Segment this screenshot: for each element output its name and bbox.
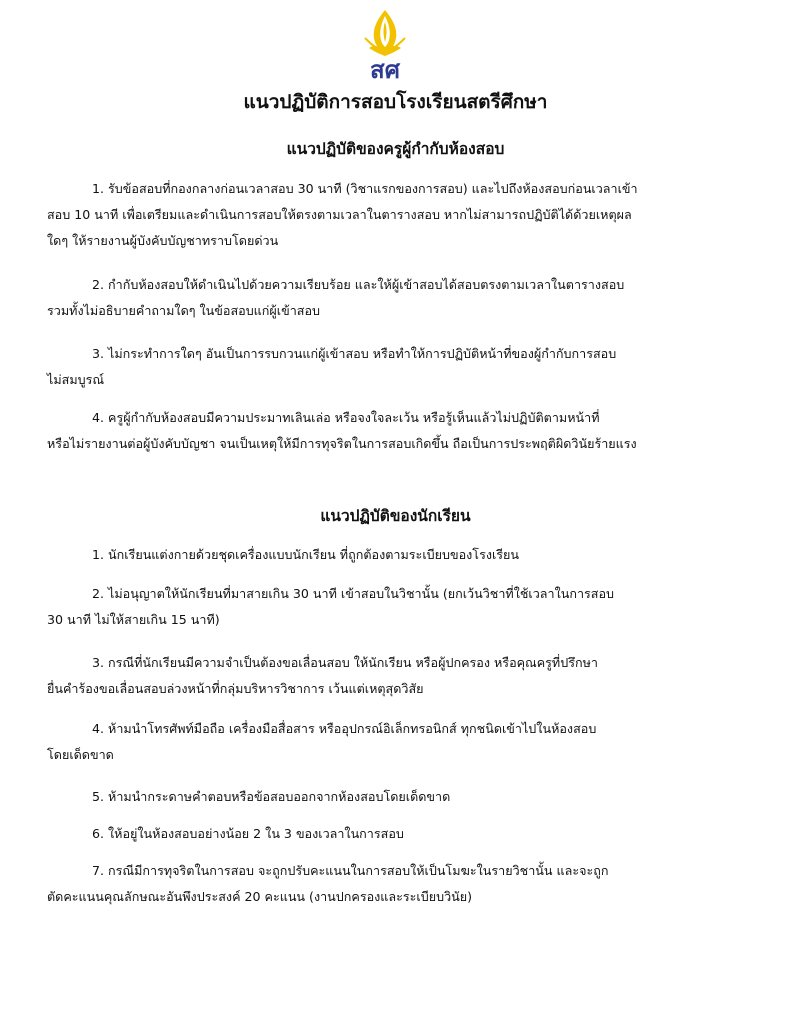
student-rule-2: 2. ไม่อนุญาตให้นักเรียนที่มาสายเกิน 30 นาที เข้าสอบในวิชานั้น (ยกเว้นวิชาที่ใช้เวลาในการสอบ 30 นาที ไม่ให้สายเกิน 15 นาที) <box>47 586 615 627</box>
teacher-rule-2: 2. กำกับห้องสอบให้ดำเนินไปด้วยความเรียบร้อย และให้ผู้เข้าสอบได้สอบตรงตามเวลาในตารางสอบ รวมทั้งไม่อธิบายคำถามใดๆ ในข้อสอบแก่ผู้เข้าสอบ <box>47 277 625 318</box>
teacher-rule-1: 1. รับข้อสอบที่กองกลางก่อนเวลาสอบ 30 นาที (วิชาแรกของการสอบ) และไปถึงห้องสอบก่อนเวลาเข้า สอบ 10 นาที เพื่อเตรียมและดำเนินการสอบให้ตรงตามเวลาในตารางสอบ หากไม่สามารถปฏิบัติได้ด้วยเหตุผล ใดๆ ให้รายงานผู้บังคับบัญชาทราบโดยด่วน <box>47 181 638 248</box>
document-title: แนวปฏิบัติการสอบโรงเรียนสตรีศึกษา <box>243 91 548 113</box>
flame-emblem-icon <box>365 10 405 56</box>
student-rule-1: 1. นักเรียนแต่งกายด้วยชุดเครื่องแบบนักเรียน ที่ถูกต้องตามระเบียบของโรงเรียน <box>92 547 520 562</box>
logo-letters: สศ <box>370 56 400 82</box>
student-rule-3: 3. กรณีที่นักเรียนมีความจำเป็นต้องขอเลื่อนสอบ ให้นักเรียน หรือผู้ปกครอง หรือคุณครูที่ปรึกษา ยื่นคำร้องขอเลื่อนสอบล่วงหน้าที่กลุ่มบริหารวิชาการ เว้นแต่เหตุสุดวิสัย <box>47 655 598 696</box>
student-rule-5: 5. ห้ามนำกระดาษคำตอบหรือข้อสอบออกจากห้องสอบโดยเด็ดขาด <box>92 789 451 804</box>
student-rule-4: 4. ห้ามนำโทรศัพท์มือถือ เครื่องมือสื่อสาร หรืออุปกรณ์อิเล็กทรอนิกส์ ทุกชนิดเข้าไปในห้องสอบ โดยเด็ดขาด <box>47 721 597 762</box>
teacher-section-heading: แนวปฏิบัติของครูผู้กำกับห้องสอบ <box>286 140 505 158</box>
student-section-heading: แนวปฏิบัติของนักเรียน <box>320 507 471 525</box>
teacher-rule-4: 4. ครูผู้กำกับห้องสอบมีความประมาทเลินเล่อ หรือจงใจละเว้น หรือรู้เห็นแล้วไม่ปฏิบัติตามหน้าที่ หรือไม่รายงานต่อผู้บังคับบัญชา จนเป็นเหตุให้มีการทุจริตในการสอบเกิดขึ้น ถือเป็นการประพฤติผิดวินัยร้ายแรง <box>47 410 637 451</box>
school-logo <box>355 8 415 82</box>
student-rule-6: 6. ให้อยู่ในห้องสอบอย่างน้อย 2 ใน 3 ของเวลาในการสอบ <box>92 826 404 841</box>
teacher-rule-3: 3. ไม่กระทำการใดๆ อันเป็นการรบกวนแก่ผู้เข้าสอบ หรือทำให้การปฏิบัติหน้าที่ของผู้กำกับการสอบ ไม่สมบูรณ์ <box>47 346 617 387</box>
student-rule-7: 7. กรณีมีการทุจริตในการสอบ จะถูกปรับคะแนนในการสอบให้เป็นโมฆะในรายวิชานั้น และจะถูก ตัดคะแนนคุณลักษณะอันพึงประสงค์ 20 คะแนน (งานปกครองและระเบียบวินัย) <box>47 863 609 904</box>
